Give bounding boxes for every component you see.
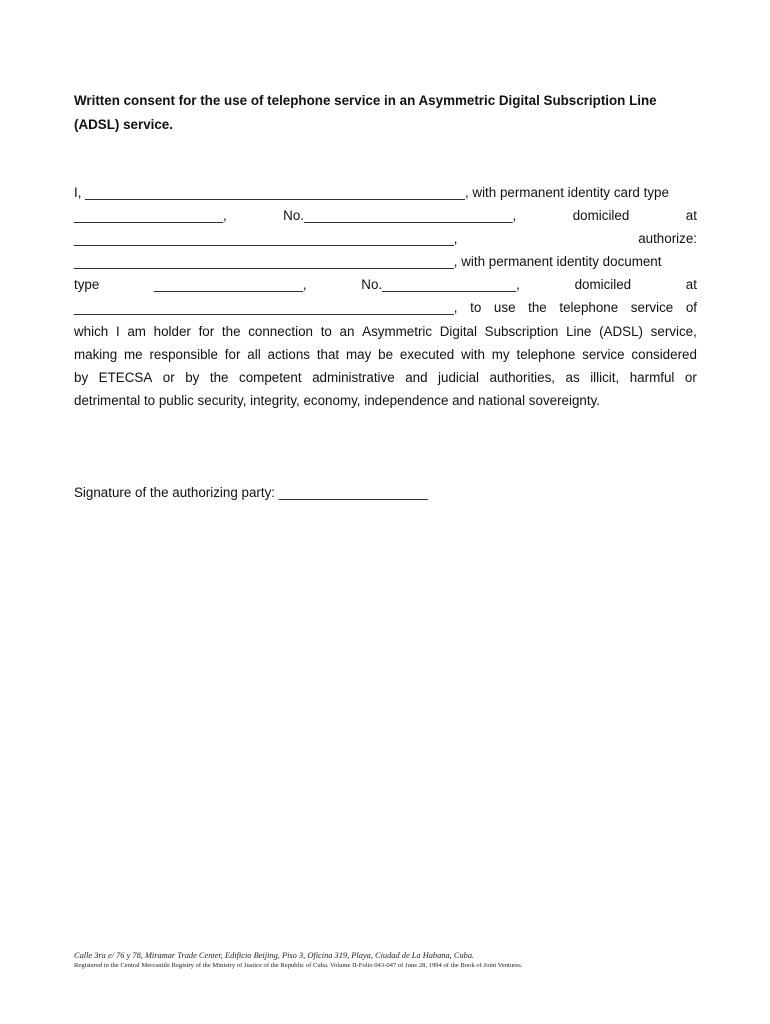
body-text-segment: with	[461, 346, 485, 362]
body-text-segment: the	[221, 323, 241, 339]
body-text-segment: me	[124, 346, 143, 362]
body-text-segment: No.__________________,	[361, 277, 520, 293]
body-text-segment: ___________________________________________________,	[74, 300, 458, 316]
body-text-segment: the	[209, 369, 229, 385]
body-line	[74, 320, 697, 343]
body-text-segment: holder	[153, 323, 191, 339]
body-line	[74, 296, 697, 319]
body-text-segment: am	[127, 323, 146, 339]
body-text-segment: may	[346, 346, 372, 362]
body-text-segment: ____________________,	[153, 277, 307, 293]
body-line	[74, 204, 697, 227]
body-text-segment: to	[470, 300, 482, 316]
body-text-segment: that	[316, 346, 340, 362]
body-text-segment: for	[224, 346, 241, 362]
body-text-segment: ETECSA	[98, 369, 153, 385]
body-text-segment: making	[74, 346, 118, 362]
body-text-segment: No.____________________________,	[283, 208, 517, 224]
body-text-segment: to	[320, 323, 332, 339]
body-text-segment: considered	[631, 346, 697, 362]
body-text-segment: of	[685, 300, 697, 316]
body-text-segment: Subscription	[484, 323, 559, 339]
document-title: Written consent for the use of telephone service in an Asymmetric Digital Subscription Line (ADSL) service.	[74, 93, 657, 132]
body-text-segment: connection	[248, 323, 313, 339]
body-text-segment: actions	[267, 346, 310, 362]
body-text-segment: ___________________________________________________,	[74, 231, 458, 247]
page-footer	[74, 951, 714, 970]
body-text-segment: I	[115, 323, 120, 339]
body-text-segment: ___________________________________________________, with permanent identity document	[74, 254, 662, 270]
body-line	[74, 389, 697, 412]
body-line	[74, 366, 697, 389]
body-text-segment: my	[491, 346, 510, 362]
body-text-segment: at	[685, 277, 697, 293]
body-text-segment: an	[339, 323, 355, 339]
body-text-segment: service	[582, 346, 625, 362]
body-text-segment: as	[565, 369, 580, 385]
signature-line: Signature of the authorizing party: ____________________	[74, 485, 428, 500]
body-text-segment: illicit,	[590, 369, 620, 385]
body-text-segment: executed	[399, 346, 455, 362]
body-text-segment: authorize:	[638, 231, 697, 247]
body-text-segment: detrimental to public security, integrity, economy, independence and national sovereignty.	[74, 392, 601, 408]
body-text-segment: competent	[239, 369, 302, 385]
body-line	[74, 227, 697, 250]
body-text-segment: ____________________,	[74, 208, 227, 224]
body-text-segment: harmful	[629, 369, 675, 385]
body-text-segment: judicial	[438, 369, 479, 385]
body-text-segment: Digital	[439, 323, 477, 339]
consent-body	[74, 181, 697, 412]
body-text-segment: domiciled	[574, 277, 632, 293]
body-text-segment: and	[405, 369, 428, 385]
body-text-segment: use	[493, 300, 516, 316]
footer-address: Calle 3ra e/ 76 y 78, Miramar Trade Center, Edificio Beijing, Piso 3, Oficina 319, Playa, Ciudad de La Habana, Cuba.	[74, 951, 475, 960]
body-text-segment: Line	[566, 323, 592, 339]
body-text-segment: the	[528, 300, 547, 316]
footer-registry: Registered in the Central Mercantile Registry of the Ministry of Justice of the Republic of Cuba. Volume II-Folio 043-047 of June 28, 1994 of the Book of Joint Ventures.	[74, 962, 523, 969]
body-text-segment: administrative	[312, 369, 395, 385]
body-text-segment: by	[74, 369, 89, 385]
body-text-segment: service,	[650, 323, 697, 339]
body-text-segment: (ADSL)	[599, 323, 643, 339]
body-text-segment: service	[630, 300, 674, 316]
body-text-segment: authorities,	[489, 369, 556, 385]
body-text-segment: for	[198, 323, 215, 339]
body-text-segment: Asymmetric	[362, 323, 433, 339]
body-line	[74, 181, 697, 204]
body-text-segment: I, ___________________________________________________, with permanent identity card type	[74, 185, 669, 200]
body-line	[74, 250, 697, 273]
body-text-segment: by	[185, 369, 200, 385]
body-text-segment: telephone	[559, 300, 619, 316]
body-line	[74, 273, 697, 296]
body-text-segment: or	[162, 369, 175, 385]
body-text-segment: which	[74, 323, 109, 339]
body-line	[74, 343, 697, 366]
body-text-segment: all	[247, 346, 261, 362]
body-text-segment: domiciled	[572, 208, 630, 224]
body-text-segment: type	[74, 277, 100, 293]
body-text-segment: be	[378, 346, 394, 362]
body-text-segment: at	[685, 208, 697, 224]
body-text-segment: responsible	[149, 346, 218, 362]
body-text-segment: or	[684, 369, 697, 385]
body-text-segment: telephone	[516, 346, 576, 362]
